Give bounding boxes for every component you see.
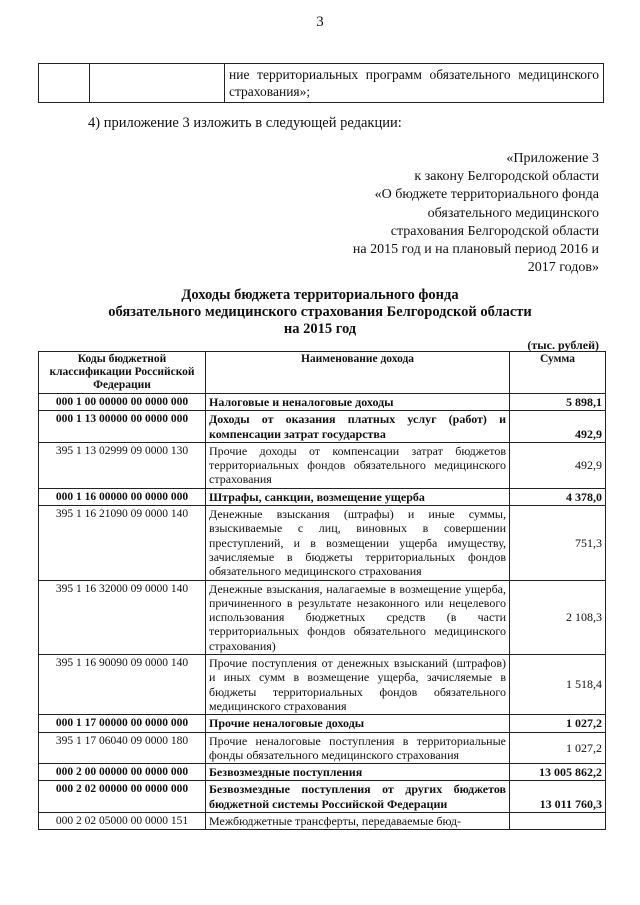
row-name: Прочие поступления от денежных взысканий (штрафов) и иных сумм в возмещение ущерба, зачисляемые в бюджеты территориальных фондов обязательного медицинского страхования	[206, 655, 510, 715]
row-amount	[510, 813, 606, 830]
table-row	[39, 488, 606, 505]
continuation-text: ние территориальных программ обязательного медицинского страхования»;	[225, 64, 604, 103]
row-name: Прочие доходы от компенсации затрат бюджетов территориальных фондов обязательного медицинского страхования	[206, 442, 510, 488]
empty-cell	[39, 64, 90, 103]
header-amount: Сумма	[510, 352, 606, 394]
row-name: Безвозмездные поступления	[206, 764, 510, 781]
table-row	[39, 394, 606, 411]
appendix-line: «Приложение 3	[506, 151, 599, 166]
row-amount: 1 027,2	[510, 715, 606, 732]
appendix-line: страхования Белгородской области	[390, 223, 599, 239]
table-row	[39, 506, 606, 580]
header-row	[39, 352, 606, 394]
income-table	[38, 351, 606, 830]
row-amount: 5 898,1	[510, 394, 606, 411]
appendix-line: к закону Белгородской области	[414, 169, 599, 185]
row-name: Налоговые и неналоговые доходы	[206, 394, 510, 411]
row-code: 395 1 16 90090 09 0000 140	[39, 655, 206, 715]
title-line: на 2015 год	[283, 321, 357, 337]
header-code: Коды бюджетной классификации Российской Федерации	[39, 352, 206, 394]
table-row	[39, 442, 606, 488]
row-code: 000 1 00 00000 00 0000 000	[39, 394, 206, 411]
row-name: Прочие неналоговые доходы	[206, 715, 510, 732]
table-row	[39, 764, 606, 781]
amendment-paragraph: 4) приложение 3 изложить в следующей редакции:	[88, 115, 402, 131]
row-code: 000 1 17 00000 00 0000 000	[39, 715, 206, 732]
header-name: Наименование дохода	[206, 352, 510, 394]
row-amount: 492,9	[510, 442, 606, 488]
row-code: 000 1 16 00000 00 0000 000	[39, 488, 206, 505]
row-amount: 751,3	[510, 506, 606, 580]
row-name: Денежные взыскания (штрафы) и иные суммы, взыскиваемые с лиц, виновных в совершении преступлений, и в возмещении ущерба имуществу, зачисляемые в бюджеты территориальных фондов обязательного медицинского страхования	[206, 506, 510, 580]
title-line: Доходы бюджета территориального фонда	[181, 287, 459, 303]
row-name: Доходы от оказания платных услуг (работ) и компенсации затрат государства	[206, 411, 510, 443]
row-code: 000 2 02 00000 00 0000 000	[39, 781, 206, 813]
row-amount: 492,9	[510, 411, 606, 443]
row-amount: 1 027,2	[510, 732, 606, 764]
row-name: Штрафы, санкции, возмещение ущерба	[206, 488, 510, 505]
appendix-line: обязательного медицинского	[427, 205, 599, 221]
row-amount: 4 378,0	[510, 488, 606, 505]
table-row	[39, 781, 606, 813]
continuation-table	[38, 63, 604, 103]
row-name: Межбюджетные трансферты, передаваемые бюд-	[206, 813, 510, 830]
row-amount: 2 108,3	[510, 580, 606, 654]
row-amount: 1 518,4	[510, 655, 606, 715]
row-code: 000 1 13 00000 00 0000 000	[39, 411, 206, 443]
row-code: 395 1 17 06040 09 0000 180	[39, 732, 206, 764]
appendix-line: на 2015 год и на плановый период 2016 и	[352, 242, 599, 258]
table-row	[39, 715, 606, 732]
row-code: 395 1 16 32000 09 0000 140	[39, 580, 206, 654]
row-name: Денежные взыскания, налагаемые в возмещение ущерба, причиненного в результате незаконного или нецелевого использования бюджетных средств (в части территориальных фондов обязательного медицинского страхования)	[206, 580, 510, 654]
table-row	[39, 411, 606, 443]
row-code: 395 1 16 21090 09 0000 140	[39, 506, 206, 580]
row-amount: 13 011 760,3	[510, 781, 606, 813]
appendix-line: 2017 годов»	[527, 260, 599, 276]
title-line: обязательного медицинского страхования Белгородской области	[108, 304, 532, 320]
row-code: 000 2 02 05000 00 0000 151	[39, 813, 206, 830]
row-code: 395 1 13 02999 09 0000 130	[39, 442, 206, 488]
appendix-header	[299, 150, 599, 277]
appendix-line: «О бюджете территориального фонда	[374, 187, 599, 203]
empty-cell	[90, 64, 225, 103]
row-name: Прочие неналоговые поступления в территориальные фонды обязательного медицинского страхования	[206, 732, 510, 764]
row-amount: 13 005 862,2	[510, 764, 606, 781]
row-name: Безвозмездные поступления от других бюджетов бюджетной системы Российской Федерации	[206, 781, 510, 813]
row-code: 000 2 00 00000 00 0000 000	[39, 764, 206, 781]
table-title	[0, 287, 640, 338]
table-row	[39, 580, 606, 654]
table-row	[39, 732, 606, 764]
page-number: 3	[316, 14, 324, 30]
units-label: (тыс. рублей)	[527, 338, 599, 352]
table-body	[39, 394, 606, 830]
table-row	[39, 655, 606, 715]
continuation-row	[39, 64, 604, 103]
table-row	[39, 813, 606, 830]
